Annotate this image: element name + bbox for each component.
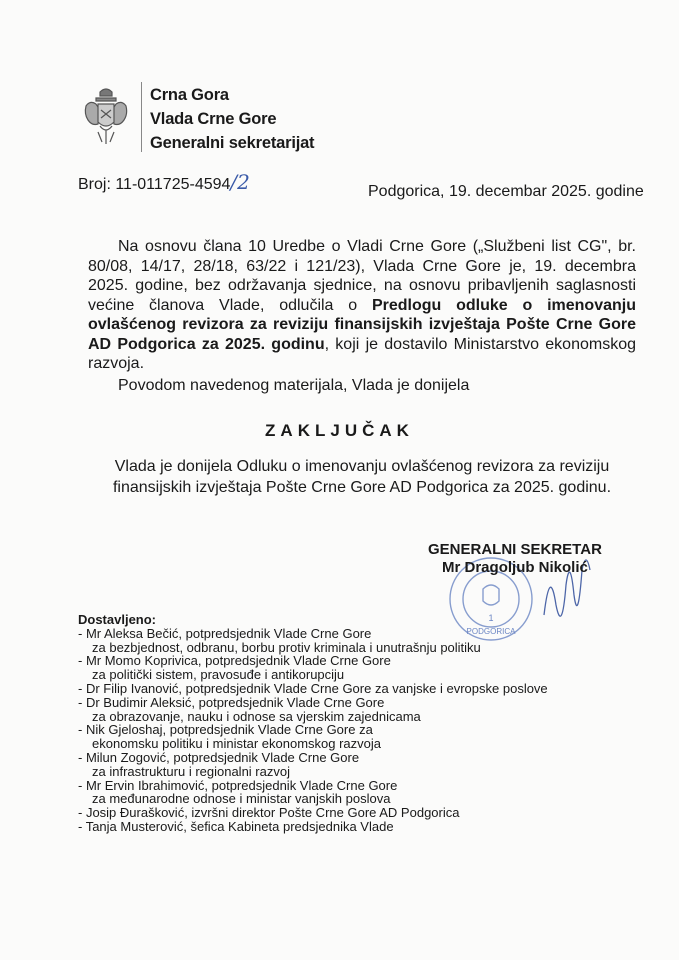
signatory-name: Mr Dragoljub Nikolić xyxy=(442,559,588,576)
header-secretariat: Generalni sekretarijat xyxy=(150,134,315,152)
paragraph-adopted: Povodom navedenog materijala, Vlada je donijela xyxy=(118,376,470,394)
conclusion-text: Vlada je donijela Odluku o imenovanju ovlašćenog revizora za reviziju finansijskih izvještaja Pošte Crne Gore AD Podgorica za 2025. godinu. xyxy=(112,458,612,496)
list-item xyxy=(78,627,548,655)
recipient: - Mr Ervin Ibrahimović, potpredsjednik Vlade Crne Gore xyxy=(78,777,398,793)
recipient-role: za bezbjednost, odbranu, borbu protiv kriminala i unutrašnju politiku xyxy=(92,639,481,655)
distribution-list xyxy=(78,613,548,834)
list-item xyxy=(78,820,548,834)
distribution-heading: Dostavljeno: xyxy=(78,612,157,627)
recipient: - Milun Zogović, potpredsjednik Vlade Crne Gore xyxy=(78,749,360,765)
signatory-role: GENERALNI SEKRETAR xyxy=(428,541,602,558)
handwritten-suffix: /2 xyxy=(230,170,250,194)
recipient: - Mr Momo Koprivica, potpredsjednik Vlade Crne Gore xyxy=(78,653,391,669)
paragraph-basis xyxy=(88,237,636,374)
header-divider xyxy=(141,82,142,152)
recipient: - Josip Đurašković, izvršni direktor Pošte Crne Gore AD Podgorica xyxy=(78,805,460,821)
recipient-role: za obrazovanje, nauku i odnose sa vjerskim zajednicama xyxy=(92,708,421,724)
recipient-role: za infrastrukturu i regionalni razvoj xyxy=(92,763,290,779)
recipient: - Tanja Musterović, šefica Kabineta predsjednika Vlade xyxy=(78,818,394,834)
list-item xyxy=(78,723,548,751)
recipient-role: za politički sistem, pravosuđe i antikorupciju xyxy=(92,667,345,683)
list-item xyxy=(78,751,548,779)
signature-block xyxy=(428,541,602,577)
paragraph-text-end: , koji je dostavilo Ministarstvo ekonomskog razvoja. xyxy=(88,335,636,372)
montenegro-coat-of-arms-icon xyxy=(82,86,130,148)
recipient: - Dr Budimir Aleksić, potpredsjednik Vlade Crne Gore xyxy=(78,694,385,710)
recipient: - Mr Aleksa Bečić, potpredsjednik Vlade Crne Gore xyxy=(78,625,372,641)
document-body xyxy=(88,237,636,395)
list-item xyxy=(78,696,548,724)
list-item xyxy=(78,806,548,820)
header-government: Vlada Crne Gore xyxy=(150,110,277,128)
reference-number xyxy=(78,170,250,194)
reference-label: Broj: 11-011725-4594 xyxy=(78,176,231,193)
date-line: Podgorica, 19. decembar 2025. godine xyxy=(368,183,644,200)
paragraph-bold-subject: Predlogu odluke o imenovanju ovlašćenog revizora za reviziju finansijskih izvještaja Pošte Crne Gore AD Podgorica za 2025. godinu xyxy=(88,296,636,353)
header-country: Crna Gora xyxy=(150,86,229,104)
recipient: - Dr Filip Ivanović, potpredsjednik Vlade Crne Gore za vanjske i evropske poslove xyxy=(78,680,548,696)
paragraph-text: Na osnovu člana 10 Uredbe o Vladi Crne Gore („Službeni list CG", br. 80/08, 14/17, 28/18, 63/22 i 121/23), Vlada Crne Gore je, 19. decembra 2025. godine, bez održavanja sjednice, na osnovu pribavljenih saglasnosti većine članova Vlade, odlučila o xyxy=(88,238,636,314)
list-item xyxy=(78,682,548,696)
recipient-role: ekonomsku politiku i ministar ekonomskog razvoja xyxy=(92,736,382,752)
svg-text:PODGORICA: PODGORICA xyxy=(466,627,516,636)
list-item xyxy=(78,654,548,682)
recipient-role: za međunarodne odnose i ministar vanjskih poslova xyxy=(92,791,391,807)
svg-text:1: 1 xyxy=(488,613,494,623)
document-title: ZAKLJUČAK xyxy=(265,421,414,440)
list-item xyxy=(78,779,548,807)
recipient: - Nik Gjeloshaj, potpredsjednik Vlade Crne Gore za xyxy=(78,722,373,738)
